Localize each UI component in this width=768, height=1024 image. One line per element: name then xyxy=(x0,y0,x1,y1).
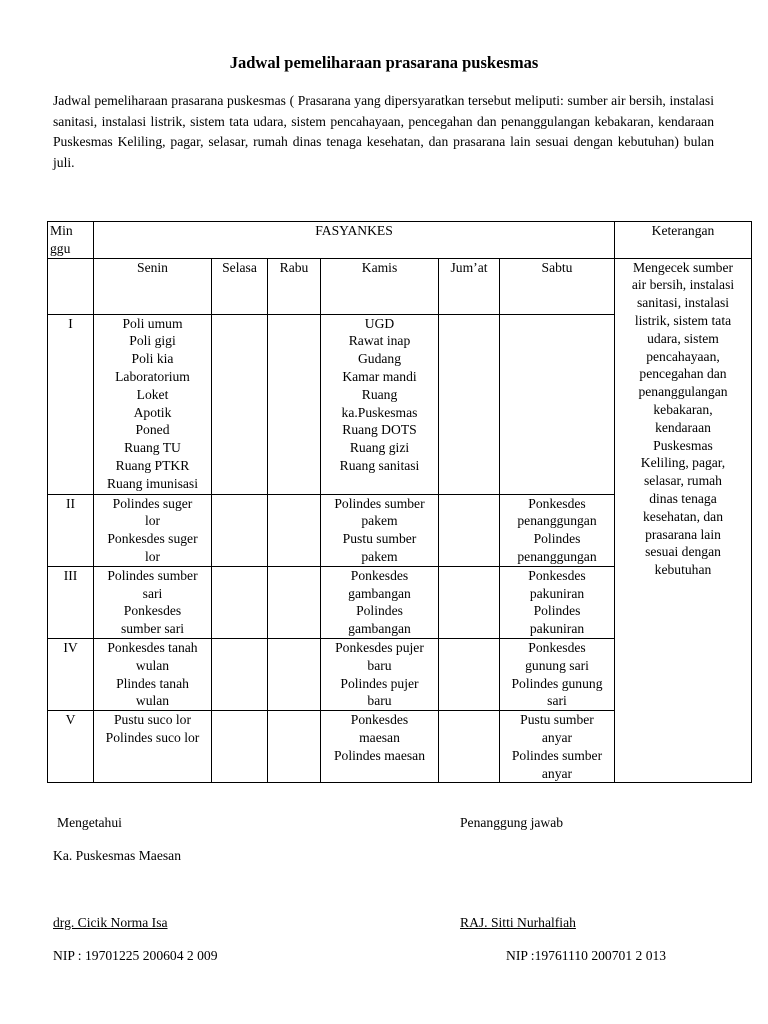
cell-line: penanggulangan xyxy=(638,384,728,400)
cell-line: anyar xyxy=(541,765,573,781)
kamis-cell xyxy=(321,711,439,783)
cell-line: udara, sistem xyxy=(647,330,719,346)
cell-line: Polindes gunung xyxy=(511,675,603,691)
cell-line: Polindes maesan xyxy=(334,747,425,763)
header-minggu xyxy=(48,222,94,259)
senin-cell xyxy=(94,494,212,566)
cell-line: wulan xyxy=(135,657,170,673)
day-rabu: Rabu xyxy=(268,258,321,314)
cell-line: Apotik xyxy=(133,404,172,420)
cell-line: baru xyxy=(367,693,392,709)
week-label: I xyxy=(48,314,94,494)
keterangan-cell xyxy=(615,258,752,783)
header-fasyankes: FASYANKES xyxy=(94,222,615,259)
cell-line: sanitasi, instalasi xyxy=(636,295,730,311)
senin-cell xyxy=(94,314,212,494)
kamis-cell xyxy=(321,314,439,494)
cell-line: Pustu suco lor xyxy=(113,712,192,728)
jumat-cell xyxy=(439,494,500,566)
cell-line: Ponkesdes xyxy=(123,603,182,619)
table-days-row xyxy=(48,258,752,314)
cell-line: Ruang imunisasi xyxy=(106,475,198,491)
cell-line: Ruang DOTS xyxy=(342,422,417,438)
cell-line: Puskesmas xyxy=(653,437,713,453)
selasa-cell xyxy=(212,314,268,494)
cell-line: pakuniran xyxy=(529,585,585,601)
cell-line: Ponkesdes xyxy=(528,567,586,583)
cell-line: kesehatan, dan xyxy=(642,508,724,524)
cell-line: Polindes suger xyxy=(112,495,193,511)
week-label: II xyxy=(48,494,94,566)
rabu-cell xyxy=(268,638,321,710)
cell-line: Poli umum xyxy=(122,315,183,331)
cell-line: Mengecek sumber xyxy=(632,259,734,275)
cell-line: Polindes xyxy=(533,531,581,547)
sign-name-left: drg. Cicik Norma Isa xyxy=(53,915,168,930)
header-minggu-line-2: ggu xyxy=(50,240,71,256)
cell-line: Polindes xyxy=(533,603,581,619)
week-label: III xyxy=(48,566,94,638)
cell-line: Ponkesdes xyxy=(350,567,409,583)
cell-line: Plindes tanah xyxy=(116,675,189,691)
sign-name-right: RAJ. Sitti Nurhalfiah xyxy=(460,915,576,930)
cell-line: air bersih, instalasi xyxy=(631,277,735,293)
cell-line: Polindes sumber xyxy=(107,567,198,583)
cell-line: pakem xyxy=(361,513,398,529)
sabtu-cell xyxy=(500,494,615,566)
day-sabtu: Sabtu xyxy=(500,258,615,314)
table-header-row xyxy=(48,222,752,259)
cell-line: pencegahan dan xyxy=(639,366,727,382)
cell-line: Polindes sumber xyxy=(334,495,425,511)
senin-cell xyxy=(94,566,212,638)
document-title: Jadwal pemeliharaan prasarana puskesmas xyxy=(229,53,539,72)
week-label: V xyxy=(48,711,94,783)
cell-line: gunung sari xyxy=(525,657,589,673)
cell-line: sumber sari xyxy=(120,621,185,637)
selasa-cell xyxy=(212,638,268,710)
cell-line: anyar xyxy=(541,729,573,745)
cell-line: wulan xyxy=(135,693,170,709)
cell-line: sari xyxy=(547,693,567,709)
cell-line: prasarana lain xyxy=(645,526,721,542)
cell-line: Polindes xyxy=(356,603,403,619)
selasa-cell xyxy=(212,566,268,638)
cell-line: Poli kia xyxy=(131,351,174,367)
cell-line: kendaraan xyxy=(655,419,711,435)
intro-paragraph: Jadwal pemeliharaan prasarana puskesmas ( Prasarana yang dipersyaratkan tersebut meliputi: sumber air bersih, instalasi sanitasi, instalasi listrik, sistem tata udara, sistem pencahayaan, pencegahan dan penanggulangan kebakaran, kendaraan Puskesmas Keliling, pagar, selasar, rumah dinas tenaga kesehatan, dan prasarana lain sesuai dengan kebutuhan) bulan juli. xyxy=(53,93,714,170)
sign-label-right: Penanggung jawab xyxy=(460,815,564,830)
cell-line: lor xyxy=(144,548,161,564)
sabtu-cell xyxy=(500,711,615,783)
cell-line: Ponkesdes xyxy=(528,495,586,511)
rabu-cell xyxy=(268,566,321,638)
selasa-cell xyxy=(212,711,268,783)
cell-line: maesan xyxy=(359,729,400,745)
cell-line: pencahayaan, xyxy=(646,348,720,364)
cell-line: kebutuhan xyxy=(654,562,712,578)
cell-line: Laboratorium xyxy=(115,368,190,384)
cell-line: Ruang gizi xyxy=(349,440,410,456)
sabtu-cell xyxy=(500,638,615,710)
day-jumat: Jum’at xyxy=(439,258,500,314)
cell-line: Kamar mandi xyxy=(342,368,417,384)
kamis-cell xyxy=(321,566,439,638)
cell-line: lor xyxy=(144,513,161,529)
cell-line: Poli gigi xyxy=(129,333,176,349)
cell-line: Polindes suco lor xyxy=(105,729,200,745)
kamis-cell xyxy=(321,494,439,566)
cell-line: dinas tenaga xyxy=(649,490,717,506)
cell-line: Ponkesdes pujer xyxy=(335,639,424,655)
cell-line: pakem xyxy=(361,548,398,564)
rabu-cell xyxy=(268,314,321,494)
sabtu-cell xyxy=(500,314,615,494)
cell-line: penanggungan xyxy=(517,513,597,529)
kamis-cell xyxy=(321,638,439,710)
jumat-cell xyxy=(439,711,500,783)
day-selasa: Selasa xyxy=(212,258,268,314)
week-label: IV xyxy=(48,638,94,710)
cell-line: Pustu sumber xyxy=(342,531,417,547)
jumat-cell xyxy=(439,566,500,638)
cell-line: Ponkesdes tanah xyxy=(107,639,198,655)
cell-line: Loket xyxy=(136,386,169,402)
cell-line: listrik, sistem tata xyxy=(634,312,732,328)
cell-line: Polindes sumber xyxy=(511,747,603,763)
cell-line: gambangan xyxy=(348,585,411,601)
day-blank-cell xyxy=(48,258,94,314)
cell-line: Rawat inap xyxy=(348,333,411,349)
selasa-cell xyxy=(212,494,268,566)
cell-line: Ponkesdes suger xyxy=(107,531,198,547)
cell-line: pakuniran xyxy=(529,621,585,637)
cell-line: baru xyxy=(367,657,392,673)
cell-line: sari xyxy=(142,585,163,601)
header-minggu-line-1: Min xyxy=(50,223,73,238)
jumat-cell xyxy=(439,638,500,710)
cell-line: Ruang xyxy=(361,386,398,402)
rabu-cell xyxy=(268,711,321,783)
cell-line: Polindes pujer xyxy=(340,675,419,691)
cell-line: Gudang xyxy=(357,351,402,367)
sign-position-left: Ka. Puskesmas Maesan xyxy=(53,848,181,863)
header-keterangan: Keterangan xyxy=(615,222,752,259)
senin-cell xyxy=(94,711,212,783)
day-senin: Senin xyxy=(94,258,212,314)
cell-line: selasar, rumah xyxy=(644,473,722,489)
cell-line: Pustu sumber xyxy=(520,712,594,728)
cell-line: sesuai dengan xyxy=(645,544,721,560)
cell-line: gambangan xyxy=(348,621,411,637)
cell-line: Ruang TU xyxy=(124,440,181,456)
sign-label-left: Mengetahui xyxy=(57,815,122,830)
jumat-cell xyxy=(439,314,500,494)
cell-line: kebakaran, xyxy=(653,401,713,417)
sign-nip-left: NIP : 19701225 200604 2 009 xyxy=(53,948,218,963)
cell-line: Ponkesdes xyxy=(350,712,409,728)
cell-line: penanggungan xyxy=(517,548,597,564)
cell-line: UGD xyxy=(364,315,395,331)
sabtu-cell xyxy=(500,566,615,638)
maintenance-schedule-table xyxy=(47,221,752,783)
cell-line: Keliling, pagar, xyxy=(640,455,726,471)
senin-cell xyxy=(94,638,212,710)
cell-line: Ponkesdes xyxy=(528,639,586,655)
day-kamis: Kamis xyxy=(321,258,439,314)
cell-line: Ruang sanitasi xyxy=(339,457,420,473)
sign-nip-right: NIP :19761110 200701 2 013 xyxy=(506,948,667,963)
rabu-cell xyxy=(268,494,321,566)
cell-line: Poned xyxy=(135,422,170,438)
cell-line: Ruang PTKR xyxy=(115,457,190,473)
cell-line: ka.Puskesmas xyxy=(341,404,418,420)
